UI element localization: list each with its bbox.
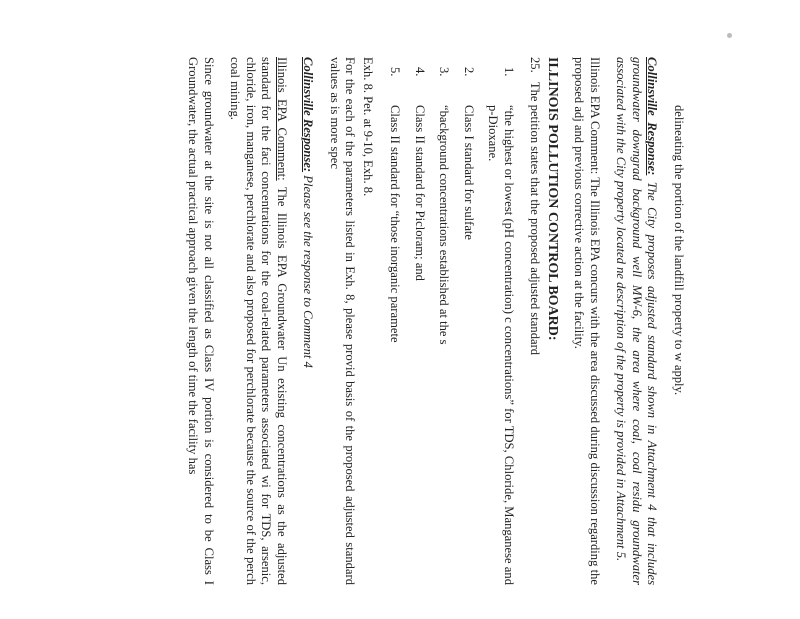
list-item-text: Class II standard for “those inorganic paramete — [388, 105, 403, 343]
collinsville-response-1 — [613, 57, 660, 585]
list-item-text: “background concentrations established at the s — [437, 105, 452, 345]
list-item — [387, 57, 403, 585]
collinsville-response-2 — [300, 57, 316, 585]
scan-speck — [727, 33, 732, 38]
collinsville-response-1-label: Collinsville Response: — [645, 57, 660, 176]
list-item-text: “the highest or lowest (pH concentration) c concentrations” for TDS, Chloride, Manganese and p-Dioxane. — [486, 105, 516, 585]
paragraph-25-text: The petition states that the proposed adjusted standard — [528, 81, 543, 356]
closing-paragraph: Since groundwater at the site is not all classified as Class IV portion is considered to be Class I Groundwater, the actual practical approach given the length of time the facility has — [186, 57, 216, 585]
list-item — [412, 57, 428, 585]
list-item-number: 3. — [437, 67, 452, 77]
paragraph-25-number: 25. — [528, 57, 543, 73]
list-item — [436, 57, 452, 585]
list-item-number: 1. — [502, 67, 516, 77]
list-item-number: 2. — [462, 67, 476, 77]
illinois-epa-comment-2-text: The Illinois EPA Groundwater Un existing concentrations as the adjusted standard for the faci concentrations for the coal-related parameters associated wi for TDS, arsenic, chloride, iron, manganese, perchlorate and also proposed for perchlorate because the source of the perch coal mining. — [228, 57, 289, 585]
list-item-text: Class I standard for sulfate — [462, 105, 476, 240]
collinsville-response-1-text: The City proposes adjusted standard shown in Attachment 4 that includes groundwater downgrad background well MW-6, the area where coal, coal residu groundwater associated with the City property located ne description of the property is provided in Attachment 5. — [614, 57, 660, 585]
illinois-epa-comment-1: Illinois EPA Comment: The Illinois EPA concurs with the area discussed during discussion regarding the proposed adj and previous corrective action at the facility. — [572, 57, 602, 585]
scanned-document-page — [70, 0, 730, 619]
list-item-number: 4. — [413, 67, 427, 77]
proposed-standards-list — [387, 57, 516, 585]
exhibit-reference: Exh. 8. Pet. at 9-10, Exh. 8. — [361, 57, 375, 197]
list-item-text: Class II standard for Picloram; and — [413, 105, 427, 281]
board-heading: ILLINOIS POLLUTION CONTROL BOARD: — [545, 57, 560, 341]
list-item-number: 5. — [388, 67, 403, 77]
collinsville-response-2-text: Please see the response to Comment 4 — [301, 175, 316, 368]
paragraph-25 — [527, 57, 543, 585]
collinsville-response-2-label: Collinsville Response: — [301, 57, 316, 173]
delineating-paragraph: delineating the portion of the landfill property to w apply. — [672, 105, 686, 396]
request-paragraph: For the each of the parameters listed in Exh. 8, please provid basis of the proposed adjusted standard values as is more spec — [328, 57, 358, 585]
illinois-epa-comment-2 — [227, 57, 289, 585]
list-item — [461, 57, 477, 585]
illinois-epa-comment-2-label: Illinois EPA Comment: — [275, 57, 289, 181]
list-item — [485, 57, 516, 585]
